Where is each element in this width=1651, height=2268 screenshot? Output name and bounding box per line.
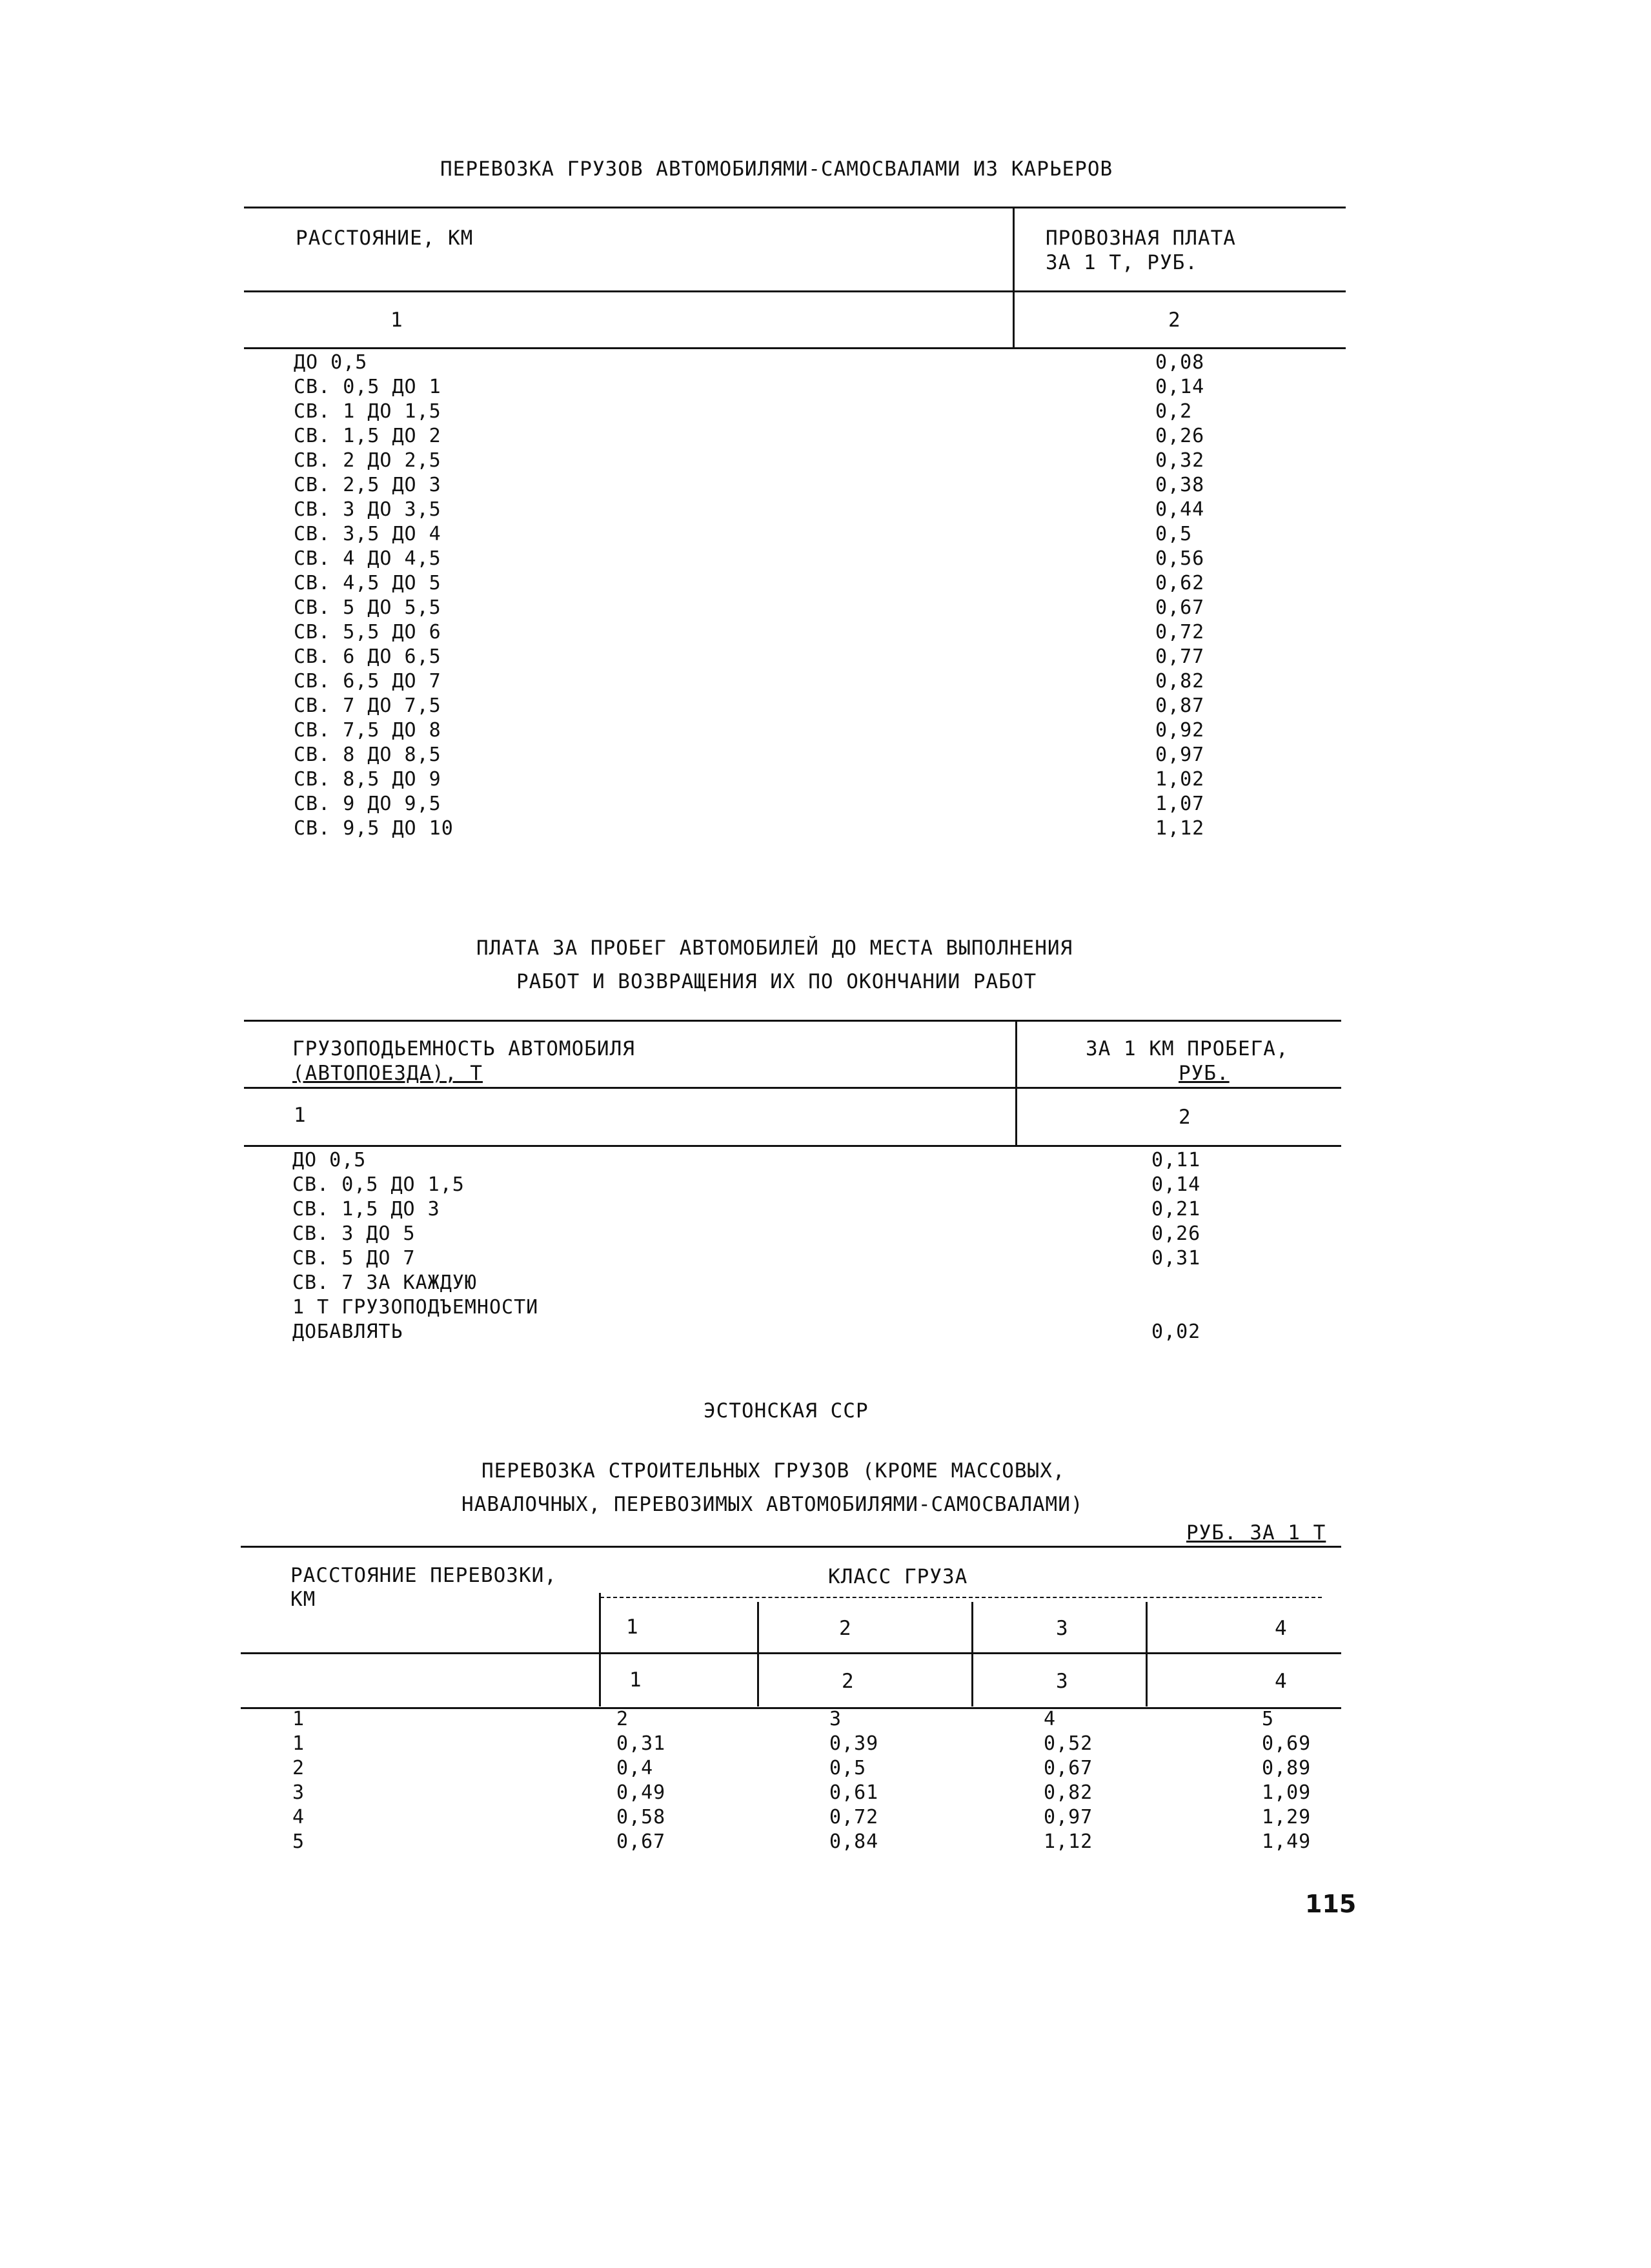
table3-divider-a (599, 1593, 601, 1706)
distance-cell: СВ. 7 ДО 7,5 (294, 694, 441, 717)
rate-cell: 0,14 (1155, 376, 1205, 398)
table3-number-2: 2 (842, 1670, 854, 1693)
distance-cell: СВ. 4,5 ДО 5 (294, 572, 441, 594)
table-row (0, 1732, 1651, 1756)
table-row (0, 522, 1651, 547)
class2-cell: 0,61 (829, 1781, 879, 1804)
table-row (0, 767, 1651, 792)
rate-cell: 0,97 (1155, 744, 1205, 766)
table3-class-header-2: 2 (839, 1617, 851, 1640)
distance-cell: 5 (292, 1830, 305, 1853)
distance-cell: СВ. 1 ДО 1,5 (294, 400, 441, 423)
table3-number-1: 1 (629, 1668, 642, 1692)
rate-cell: 0,14 (1151, 1173, 1201, 1196)
class2-cell: 0,5 (829, 1757, 867, 1779)
class1-cell: 0,49 (616, 1781, 666, 1804)
class1-cell: 0,4 (616, 1757, 654, 1779)
table3-col1-header-line2: КМ (290, 1588, 316, 1611)
distance-cell: ДО 0,5 (294, 351, 368, 374)
distance-cell: 1 (292, 1708, 305, 1730)
rate-cell: 0,56 (1155, 547, 1205, 570)
rate-cell: 1,12 (1155, 817, 1205, 840)
rate-cell: 0,82 (1155, 670, 1205, 693)
class1-cell: 0,31 (616, 1732, 666, 1755)
table-row (0, 620, 1651, 645)
table2-top-rule (244, 1020, 1341, 1022)
table1-col1-number: 1 (390, 309, 403, 332)
distance-cell: СВ. 9,5 ДО 10 (294, 817, 454, 840)
table-row (0, 1756, 1651, 1781)
class3-cell: 1,12 (1044, 1830, 1093, 1853)
rate-cell: 0,26 (1151, 1222, 1201, 1245)
table-row (0, 375, 1651, 400)
class2-cell: 0,39 (829, 1732, 879, 1755)
table2-col2-header-line2: РУБ. (1179, 1062, 1230, 1085)
distance-cell: СВ. 7,5 ДО 8 (294, 719, 441, 742)
rate-cell: 0,26 (1155, 425, 1205, 447)
table3-group-header: КЛАСС ГРУЗА (828, 1565, 968, 1588)
table3-divider-b (757, 1602, 759, 1706)
capacity-cell: СВ. 0,5 ДО 1,5 (292, 1173, 465, 1196)
class1-cell: 0,58 (616, 1806, 666, 1828)
table2-number-rule (244, 1145, 1341, 1147)
table-row (0, 449, 1651, 473)
table1-col2-header-line2: ЗА 1 Т, РУБ. (1046, 251, 1198, 274)
distance-cell: 1 (292, 1732, 305, 1755)
distance-cell: СВ. 3,5 ДО 4 (294, 523, 441, 545)
rate-cell: 0,77 (1155, 645, 1205, 668)
rate-cell: 0,11 (1151, 1149, 1201, 1171)
table2-column-divider (1015, 1021, 1017, 1147)
table1-col2-header-line1: ПРОВОЗНАЯ ПЛАТА (1046, 227, 1236, 250)
table-row (0, 669, 1651, 694)
class4-cell: 0,89 (1262, 1757, 1312, 1779)
class4-cell: 0,69 (1262, 1732, 1312, 1755)
table3-number-4: 4 (1275, 1670, 1287, 1693)
table1-column-divider (1013, 208, 1015, 349)
table-row (0, 743, 1651, 767)
class1-cell: 2 (616, 1708, 629, 1730)
table2-header-rule (244, 1087, 1341, 1089)
class2-cell: 0,84 (829, 1830, 879, 1853)
capacity-cell: ДОБАВЛЯТЬ (292, 1321, 403, 1343)
rate-cell: 1,07 (1155, 793, 1205, 815)
capacity-cell: СВ. 3 ДО 5 (292, 1222, 416, 1245)
table-row (0, 1271, 1651, 1295)
table3-class-header-4: 4 (1275, 1617, 1287, 1640)
capacity-cell: ДО 0,5 (292, 1149, 367, 1171)
capacity-cell: 1 Т ГРУЗОПОДЪЕМНОСТИ (292, 1296, 539, 1319)
table3-body (0, 1707, 1651, 1854)
table3-group-rule (600, 1597, 1322, 1598)
table-row (0, 1246, 1651, 1271)
table-row (0, 1707, 1651, 1732)
table1-title: ПЕРЕВОЗКА ГРУЗОВ АВТОМОБИЛЯМИ-САМОСВАЛАМИ ИЗ КАРЬЕРОВ (440, 157, 1113, 181)
rate-cell: 0,92 (1155, 719, 1205, 742)
table-row (0, 1222, 1651, 1246)
rate-cell: 0,62 (1155, 572, 1205, 594)
class3-cell: 0,82 (1044, 1781, 1093, 1804)
class1-cell: 0,67 (616, 1830, 666, 1853)
table-row (0, 547, 1651, 571)
table3-class-header-1: 1 (626, 1615, 638, 1639)
distance-cell: СВ. 2 ДО 2,5 (294, 449, 441, 472)
table1-col2-number: 2 (1168, 309, 1180, 332)
distance-cell: СВ. 9 ДО 9,5 (294, 793, 441, 815)
class4-cell: 1,49 (1262, 1830, 1312, 1853)
rate-cell: 0,67 (1155, 596, 1205, 619)
rate-cell: 0,02 (1151, 1321, 1201, 1343)
distance-cell: СВ. 6,5 ДО 7 (294, 670, 441, 693)
rate-cell: 0,38 (1155, 474, 1205, 496)
capacity-cell: СВ. 5 ДО 7 (292, 1247, 416, 1270)
table-row (0, 1197, 1651, 1222)
table3-divider-c (971, 1602, 973, 1706)
rate-cell: 0,2 (1155, 400, 1193, 423)
rate-cell: 0,44 (1155, 498, 1205, 521)
class4-cell: 5 (1262, 1708, 1275, 1730)
table-row (0, 694, 1651, 718)
class4-cell: 1,09 (1262, 1781, 1312, 1804)
table2-col1-header-line2: (АВТОПОЕЗДА), Т (292, 1062, 483, 1085)
table1-number-rule (244, 347, 1346, 349)
capacity-cell: СВ. 7 ЗА КАЖДУЮ (292, 1271, 477, 1294)
table1-header-rule (244, 290, 1346, 292)
distance-cell: СВ. 6 ДО 6,5 (294, 645, 441, 668)
table2-body (0, 1148, 1651, 1344)
table-row (0, 718, 1651, 743)
distance-cell: СВ. 0,5 ДО 1 (294, 376, 441, 398)
table-row (0, 1830, 1651, 1854)
table2-title-line2: РАБОТ И ВОЗВРАЩЕНИЯ ИХ ПО ОКОНЧАНИИ РАБОТ (516, 970, 1037, 993)
distance-cell: СВ. 1,5 ДО 2 (294, 425, 441, 447)
table1-top-rule (244, 207, 1346, 208)
distance-cell: СВ. 8 ДО 8,5 (294, 744, 441, 766)
class3-cell: 0,67 (1044, 1757, 1093, 1779)
table-row (0, 350, 1651, 375)
table-row (0, 1173, 1651, 1197)
distance-cell: 3 (292, 1781, 305, 1804)
rate-cell: 0,87 (1155, 694, 1205, 717)
section-title: ЭСТОНСКАЯ ССР (704, 1399, 869, 1423)
table-row (0, 571, 1651, 596)
table-row (0, 1295, 1651, 1320)
table3-number-3: 3 (1056, 1670, 1068, 1693)
rate-cell: 0,21 (1151, 1198, 1201, 1220)
table-row (0, 596, 1651, 620)
table3-title-line1: ПЕРЕВОЗКА СТРОИТЕЛЬНЫХ ГРУЗОВ (КРОМЕ МАССОВЫХ, (481, 1459, 1066, 1483)
class3-cell: 0,97 (1044, 1806, 1093, 1828)
distance-cell: СВ. 4 ДО 4,5 (294, 547, 441, 570)
page-number: 115 (1305, 1890, 1357, 1918)
rate-cell: 0,32 (1155, 449, 1205, 472)
rate-cell: 0,08 (1155, 351, 1205, 374)
rate-cell: 0,31 (1151, 1247, 1201, 1270)
table3-title-line2: НАВАЛОЧНЫХ, ПЕРЕВОЗИМЫХ АВТОМОБИЛЯМИ-САМОСВАЛАМИ) (461, 1493, 1084, 1516)
table1-col1-header: РАССТОЯНИЕ, КМ (296, 227, 474, 250)
rate-cell: 1,02 (1155, 768, 1205, 791)
table-row (0, 1148, 1651, 1173)
class3-cell: 4 (1044, 1708, 1057, 1730)
table-row (0, 424, 1651, 449)
rate-cell: 0,5 (1155, 523, 1193, 545)
table1-body (0, 350, 1651, 841)
distance-cell: СВ. 2,5 ДО 3 (294, 474, 441, 496)
table-row (0, 792, 1651, 816)
table-row (0, 498, 1651, 522)
distance-cell: СВ. 5 ДО 5,5 (294, 596, 441, 619)
class4-cell: 1,29 (1262, 1806, 1312, 1828)
table3-header-rule (241, 1652, 1341, 1654)
table2-col1-number: 1 (294, 1104, 306, 1127)
class3-cell: 0,52 (1044, 1732, 1093, 1755)
table2-col1-header-line1: ГРУЗОПОДЬЕМНОСТЬ АВТОМОБИЛЯ (292, 1037, 635, 1060)
table2-title-line1: ПЛАТА ЗА ПРОБЕГ АВТОМОБИЛЕЙ ДО МЕСТА ВЫПОЛНЕНИЯ (476, 937, 1073, 960)
table-row (0, 400, 1651, 424)
table-row (0, 473, 1651, 498)
distance-cell: 4 (292, 1806, 305, 1828)
distance-cell: 2 (292, 1757, 305, 1779)
table3-top-rule (241, 1546, 1341, 1548)
table3-unit: РУБ. ЗА 1 Т (1186, 1521, 1326, 1544)
table3-col1-header-line1: РАССТОЯНИЕ ПЕРЕВОЗКИ, (290, 1564, 557, 1587)
class2-cell: 0,72 (829, 1806, 879, 1828)
distance-cell: СВ. 3 ДО 3,5 (294, 498, 441, 521)
table2-col2-header-line1: ЗА 1 КМ ПРОБЕГА, (1086, 1037, 1289, 1060)
table2-col2-number: 2 (1179, 1106, 1191, 1129)
table-row (0, 816, 1651, 841)
distance-cell: СВ. 5,5 ДО 6 (294, 621, 441, 643)
table-row (0, 645, 1651, 669)
class2-cell: 3 (829, 1708, 842, 1730)
rate-cell: 0,72 (1155, 621, 1205, 643)
table3-class-header-3: 3 (1056, 1617, 1068, 1640)
table-row (0, 1781, 1651, 1805)
distance-cell: СВ. 8,5 ДО 9 (294, 768, 441, 791)
capacity-cell: СВ. 1,5 ДО 3 (292, 1198, 440, 1220)
table3-divider-d (1146, 1602, 1148, 1706)
table-row (0, 1320, 1651, 1344)
table-row (0, 1805, 1651, 1830)
